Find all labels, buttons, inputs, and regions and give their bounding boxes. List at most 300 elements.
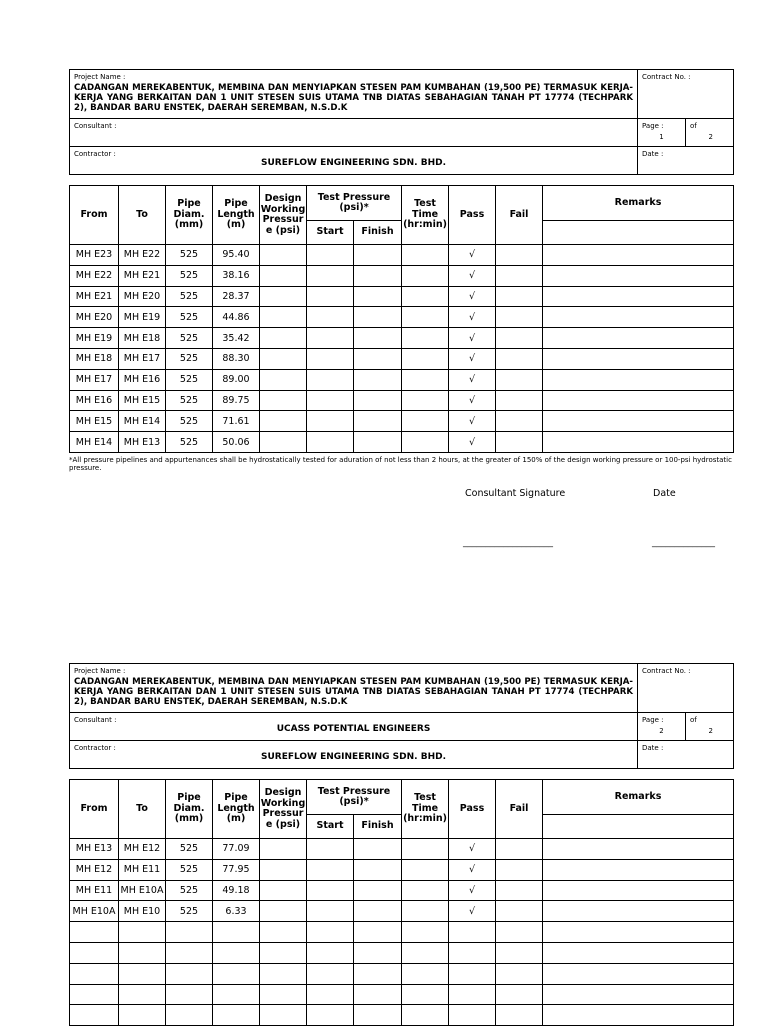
- page-label: Page :: [642, 122, 664, 130]
- project-name-cell: [70, 70, 638, 119]
- cell-fail: [496, 390, 543, 411]
- cell-pipe-length: 49.18: [213, 880, 260, 901]
- contract-no-label: Contract No. :: [642, 73, 691, 81]
- cell-pipe-length: 77.95: [213, 859, 260, 880]
- cell-from: [70, 1005, 119, 1026]
- cell-fail: [496, 922, 543, 943]
- cell-test-time: [402, 432, 449, 453]
- cell-pipe-diam: 525: [166, 411, 213, 432]
- table-row: [70, 390, 734, 411]
- col-pass: Pass: [449, 186, 496, 245]
- table-row: [70, 984, 734, 1005]
- col-remarks-sub: [543, 815, 734, 839]
- cell-finish: [354, 307, 402, 328]
- cell-pipe-diam: [166, 922, 213, 943]
- cell-fail: [496, 307, 543, 328]
- cell-to: MH E19: [119, 307, 166, 328]
- cell-start: [307, 369, 354, 390]
- of-label: of: [690, 122, 697, 130]
- cell-pass: √: [449, 286, 496, 307]
- cell-pipe-length: 44.86: [213, 307, 260, 328]
- col-pipe-length: Pipe Length (m): [213, 780, 260, 839]
- cell-start: [307, 839, 354, 860]
- cell-pipe-diam: 525: [166, 265, 213, 286]
- date-label: Date :: [642, 744, 664, 752]
- cell-pipe-diam: 525: [166, 901, 213, 922]
- cell-finish: [354, 839, 402, 860]
- cell-test-time: [402, 369, 449, 390]
- cell-design-pressure: [260, 880, 307, 901]
- cell-pipe-length: [213, 942, 260, 963]
- col-start: Start: [307, 221, 354, 245]
- cell-test-time: [402, 348, 449, 369]
- cell-remarks: [543, 984, 734, 1005]
- cell-pipe-length: 88.30: [213, 348, 260, 369]
- col-to: To: [119, 780, 166, 839]
- cell-from: MH E22: [70, 265, 119, 286]
- project-title: CADANGAN MEREKABENTUK, MEMBINA DAN MENYIAPKAN STESEN PAM KUMBAHAN (19,500 PE) TERMASUK KERJA-KERJA YANG BERKAITAN DAN 1 UNIT STESEN SUIS UTAMA TNB DIATAS SEBAHAGIAN TANAH PT 17774 (TECHPARK 2), BANDAR BARU ENSTEK, DAERAH SEREMBAN, N.S.D.K: [74, 83, 633, 113]
- cell-pipe-length: 95.40: [213, 245, 260, 266]
- cell-to: [119, 963, 166, 984]
- table-row: [70, 901, 734, 922]
- cell-remarks: [543, 245, 734, 266]
- cell-to: MH E10: [119, 901, 166, 922]
- cell-pass: [449, 984, 496, 1005]
- cell-pipe-diam: 525: [166, 369, 213, 390]
- cell-fail: [496, 859, 543, 880]
- cell-pipe-length: 6.33: [213, 901, 260, 922]
- cell-finish: [354, 369, 402, 390]
- cell-start: [307, 348, 354, 369]
- table-row: [70, 265, 734, 286]
- cell-pipe-length: [213, 922, 260, 943]
- cell-finish: [354, 942, 402, 963]
- pressure-footnote: *All pressure pipelines and appurtenances shall be hydrostatically tested for aduration of not less than 2 hours, at the greater of 150% of the design working pressure or 100-psi hydrostatic pressure.: [69, 456, 732, 472]
- cell-remarks: [543, 859, 734, 880]
- cell-finish: [354, 963, 402, 984]
- cell-pipe-length: 77.09: [213, 839, 260, 860]
- cell-test-time: [402, 328, 449, 349]
- table-row: [70, 432, 734, 453]
- table-row: [70, 307, 734, 328]
- cell-start: [307, 307, 354, 328]
- page-cell: [638, 713, 686, 741]
- cell-pipe-diam: [166, 1005, 213, 1026]
- cell-start: [307, 984, 354, 1005]
- table-row: [70, 328, 734, 349]
- col-test-time: Test Time (hr:min): [402, 780, 449, 839]
- cell-pipe-diam: 525: [166, 390, 213, 411]
- cell-to: MH E11: [119, 859, 166, 880]
- cell-design-pressure: [260, 390, 307, 411]
- table-row: [70, 348, 734, 369]
- cell-start: [307, 963, 354, 984]
- cell-pass: √: [449, 307, 496, 328]
- cell-from: [70, 963, 119, 984]
- cell-fail: [496, 411, 543, 432]
- cell-from: MH E23: [70, 245, 119, 266]
- cell-pass: √: [449, 901, 496, 922]
- contractor-cell: [70, 147, 638, 175]
- cell-to: MH E21: [119, 265, 166, 286]
- cell-pipe-diam: 525: [166, 245, 213, 266]
- cell-pass: [449, 1005, 496, 1026]
- cell-pipe-length: [213, 984, 260, 1005]
- cell-design-pressure: [260, 922, 307, 943]
- table-row: [70, 880, 734, 901]
- cell-pass: √: [449, 328, 496, 349]
- cell-design-pressure: [260, 328, 307, 349]
- cell-test-time: [402, 859, 449, 880]
- page-label: Page :: [642, 716, 664, 724]
- cell-fail: [496, 1005, 543, 1026]
- page-of-cell: [686, 713, 734, 741]
- cell-pass: √: [449, 348, 496, 369]
- cell-pipe-diam: [166, 984, 213, 1005]
- page-number: 1: [659, 133, 664, 141]
- cell-finish: [354, 328, 402, 349]
- col-test-pressure: Test Pressure (psi)*: [307, 186, 402, 221]
- cell-to: MH E20: [119, 286, 166, 307]
- sheet1-rows: [70, 245, 734, 453]
- cell-start: [307, 432, 354, 453]
- cell-test-time: [402, 245, 449, 266]
- contractor-value: SUREFLOW ENGINEERING SDN. BHD.: [260, 752, 447, 762]
- col-from: From: [70, 780, 119, 839]
- consultant-label: Consultant :: [74, 716, 117, 724]
- date-cell: [638, 147, 734, 175]
- cell-start: [307, 265, 354, 286]
- cell-design-pressure: [260, 348, 307, 369]
- project-title: CADANGAN MEREKABENTUK, MEMBINA DAN MENYIAPKAN STESEN PAM KUMBAHAN (19,500 PE) TERMASUK KERJA-KERJA YANG BERKAITAN DAN 1 UNIT STESEN SUIS UTAMA TNB DIATAS SEBAHAGIAN TANAH PT 17774 (TECHPARK 2), BANDAR BARU ENSTEK, DAERAH SEREMBAN, N.S.D.K: [74, 677, 633, 707]
- cell-remarks: [543, 432, 734, 453]
- cell-test-time: [402, 1005, 449, 1026]
- cell-design-pressure: [260, 859, 307, 880]
- sheet2-test-table: [69, 779, 734, 1026]
- cell-fail: [496, 245, 543, 266]
- cell-to: MH E14: [119, 411, 166, 432]
- sheet2-rows: [70, 839, 734, 1026]
- cell-test-time: [402, 880, 449, 901]
- col-start: Start: [307, 815, 354, 839]
- cell-test-time: [402, 839, 449, 860]
- cell-design-pressure: [260, 901, 307, 922]
- cell-pipe-diam: 525: [166, 880, 213, 901]
- cell-design-pressure: [260, 286, 307, 307]
- cell-from: MH E14: [70, 432, 119, 453]
- cell-remarks: [543, 369, 734, 390]
- table-row: [70, 411, 734, 432]
- contractor-value: SUREFLOW ENGINEERING SDN. BHD.: [260, 158, 447, 168]
- cell-remarks: [543, 348, 734, 369]
- table-row: [70, 1005, 734, 1026]
- cell-pass: √: [449, 880, 496, 901]
- table-row: [70, 369, 734, 390]
- cell-remarks: [543, 411, 734, 432]
- cell-remarks: [543, 963, 734, 984]
- cell-finish: [354, 390, 402, 411]
- page-cell: [638, 119, 686, 147]
- date-cell: [638, 741, 734, 769]
- cell-start: [307, 880, 354, 901]
- cell-to: MH E22: [119, 245, 166, 266]
- cell-remarks: [543, 880, 734, 901]
- cell-finish: [354, 245, 402, 266]
- col-finish: Finish: [354, 221, 402, 245]
- cell-pipe-diam: 525: [166, 859, 213, 880]
- col-pipe-length: Pipe Length (m): [213, 186, 260, 245]
- cell-to: MH E17: [119, 348, 166, 369]
- cell-pass: [449, 942, 496, 963]
- cell-fail: [496, 348, 543, 369]
- cell-pass: √: [449, 859, 496, 880]
- cell-remarks: [543, 901, 734, 922]
- cell-fail: [496, 942, 543, 963]
- contract-no-cell: [638, 70, 734, 119]
- cell-start: [307, 245, 354, 266]
- cell-design-pressure: [260, 265, 307, 286]
- consultant-signature-line: ____________________: [463, 538, 553, 548]
- cell-from: MH E17: [70, 369, 119, 390]
- cell-from: MH E20: [70, 307, 119, 328]
- cell-finish: [354, 901, 402, 922]
- col-pipe-diam: Pipe Diam. (mm): [166, 186, 213, 245]
- project-name-label: Project Name :: [74, 667, 126, 675]
- table-row: [70, 922, 734, 943]
- consultant-label: Consultant :: [74, 122, 117, 130]
- col-design-pressure: Design Working Pressur e (psi): [260, 186, 307, 245]
- cell-pipe-diam: 525: [166, 286, 213, 307]
- cell-pass: √: [449, 839, 496, 860]
- signature-date-label: Date: [653, 488, 676, 499]
- cell-test-time: [402, 307, 449, 328]
- cell-from: MH E21: [70, 286, 119, 307]
- col-test-pressure: Test Pressure (psi)*: [307, 780, 402, 815]
- cell-pass: √: [449, 411, 496, 432]
- cell-fail: [496, 880, 543, 901]
- cell-from: MH E13: [70, 839, 119, 860]
- cell-start: [307, 411, 354, 432]
- cell-finish: [354, 265, 402, 286]
- sheet1-test-table: [69, 185, 734, 453]
- cell-to: MH E12: [119, 839, 166, 860]
- page-total: 2: [708, 727, 714, 735]
- cell-finish: [354, 286, 402, 307]
- cell-test-time: [402, 286, 449, 307]
- cell-design-pressure: [260, 942, 307, 963]
- sheet1-header-table: [69, 69, 734, 175]
- cell-test-time: [402, 265, 449, 286]
- cell-pass: √: [449, 432, 496, 453]
- consultant-signature-label: Consultant Signature: [465, 488, 566, 499]
- cell-fail: [496, 963, 543, 984]
- cell-pipe-diam: 525: [166, 839, 213, 860]
- cell-design-pressure: [260, 839, 307, 860]
- cell-finish: [354, 880, 402, 901]
- cell-to: MH E10A: [119, 880, 166, 901]
- col-test-time: Test Time (hr:min): [402, 186, 449, 245]
- cell-fail: [496, 839, 543, 860]
- signature-date-line: ______________: [652, 538, 715, 548]
- cell-pipe-length: 50.06: [213, 432, 260, 453]
- cell-fail: [496, 432, 543, 453]
- cell-pass: √: [449, 265, 496, 286]
- page-of-cell: [686, 119, 734, 147]
- cell-remarks: [543, 286, 734, 307]
- contract-no-cell: [638, 664, 734, 713]
- cell-pass: √: [449, 369, 496, 390]
- cell-design-pressure: [260, 307, 307, 328]
- table-row: [70, 839, 734, 860]
- cell-pipe-length: 28.37: [213, 286, 260, 307]
- col-design-pressure: Design Working Pressur e (psi): [260, 780, 307, 839]
- cell-to: MH E15: [119, 390, 166, 411]
- cell-fail: [496, 369, 543, 390]
- cell-remarks: [543, 390, 734, 411]
- cell-pipe-diam: 525: [166, 328, 213, 349]
- cell-pass: √: [449, 390, 496, 411]
- cell-remarks: [543, 1005, 734, 1026]
- cell-pipe-length: [213, 963, 260, 984]
- cell-from: [70, 942, 119, 963]
- consultant-cell: [70, 119, 638, 147]
- cell-to: MH E16: [119, 369, 166, 390]
- cell-fail: [496, 984, 543, 1005]
- col-pass: Pass: [449, 780, 496, 839]
- cell-pipe-diam: 525: [166, 348, 213, 369]
- cell-test-time: [402, 984, 449, 1005]
- cell-from: MH E11: [70, 880, 119, 901]
- cell-pipe-length: [213, 1005, 260, 1026]
- consultant-value: UCASS POTENTIAL ENGINEERS: [276, 724, 431, 734]
- cell-finish: [354, 922, 402, 943]
- cell-fail: [496, 286, 543, 307]
- cell-from: MH E10A: [70, 901, 119, 922]
- date-label: Date :: [642, 150, 664, 158]
- cell-start: [307, 859, 354, 880]
- cell-from: [70, 984, 119, 1005]
- cell-pass: [449, 922, 496, 943]
- cell-fail: [496, 328, 543, 349]
- consultant-cell: [70, 713, 638, 741]
- cell-remarks: [543, 839, 734, 860]
- col-pipe-diam: Pipe Diam. (mm): [166, 780, 213, 839]
- cell-pipe-diam: [166, 942, 213, 963]
- contract-no-label: Contract No. :: [642, 667, 691, 675]
- cell-design-pressure: [260, 1005, 307, 1026]
- cell-pipe-length: 71.61: [213, 411, 260, 432]
- cell-pass: [449, 963, 496, 984]
- cell-start: [307, 1005, 354, 1026]
- cell-remarks: [543, 942, 734, 963]
- cell-remarks: [543, 265, 734, 286]
- col-fail: Fail: [496, 780, 543, 839]
- cell-design-pressure: [260, 369, 307, 390]
- cell-start: [307, 901, 354, 922]
- cell-design-pressure: [260, 984, 307, 1005]
- cell-start: [307, 286, 354, 307]
- cell-to: [119, 1005, 166, 1026]
- cell-to: [119, 984, 166, 1005]
- col-to: To: [119, 186, 166, 245]
- cell-finish: [354, 432, 402, 453]
- contractor-label: Contractor :: [74, 744, 116, 752]
- page-number: 2: [659, 727, 664, 735]
- sheet2-header-table: [69, 663, 734, 769]
- cell-from: MH E12: [70, 859, 119, 880]
- cell-test-time: [402, 901, 449, 922]
- cell-pipe-length: 35.42: [213, 328, 260, 349]
- cell-test-time: [402, 922, 449, 943]
- cell-remarks: [543, 922, 734, 943]
- cell-finish: [354, 1005, 402, 1026]
- contractor-cell: [70, 741, 638, 769]
- cell-design-pressure: [260, 432, 307, 453]
- contractor-label: Contractor :: [74, 150, 116, 158]
- col-finish: Finish: [354, 815, 402, 839]
- cell-pipe-length: 89.75: [213, 390, 260, 411]
- cell-pipe-diam: 525: [166, 307, 213, 328]
- cell-to: MH E13: [119, 432, 166, 453]
- col-fail: Fail: [496, 186, 543, 245]
- cell-pipe-length: 38.16: [213, 265, 260, 286]
- cell-test-time: [402, 390, 449, 411]
- col-remarks-sub: [543, 221, 734, 245]
- col-remarks: Remarks: [543, 186, 734, 221]
- cell-test-time: [402, 963, 449, 984]
- cell-start: [307, 942, 354, 963]
- cell-from: [70, 922, 119, 943]
- cell-remarks: [543, 307, 734, 328]
- cell-start: [307, 390, 354, 411]
- project-name-cell: [70, 664, 638, 713]
- cell-from: MH E18: [70, 348, 119, 369]
- cell-to: [119, 942, 166, 963]
- table-row: [70, 963, 734, 984]
- cell-from: MH E19: [70, 328, 119, 349]
- cell-finish: [354, 984, 402, 1005]
- table-row: [70, 245, 734, 266]
- table-row: [70, 859, 734, 880]
- col-from: From: [70, 186, 119, 245]
- col-remarks: Remarks: [543, 780, 734, 815]
- cell-test-time: [402, 411, 449, 432]
- of-label: of: [690, 716, 697, 724]
- cell-remarks: [543, 328, 734, 349]
- cell-finish: [354, 859, 402, 880]
- cell-design-pressure: [260, 245, 307, 266]
- cell-test-time: [402, 942, 449, 963]
- cell-fail: [496, 265, 543, 286]
- project-name-label: Project Name :: [74, 73, 126, 81]
- cell-finish: [354, 411, 402, 432]
- cell-pass: √: [449, 245, 496, 266]
- cell-design-pressure: [260, 963, 307, 984]
- cell-finish: [354, 348, 402, 369]
- cell-pipe-diam: 525: [166, 432, 213, 453]
- cell-start: [307, 328, 354, 349]
- cell-from: MH E16: [70, 390, 119, 411]
- cell-design-pressure: [260, 411, 307, 432]
- cell-to: [119, 922, 166, 943]
- cell-start: [307, 922, 354, 943]
- table-row: [70, 942, 734, 963]
- cell-fail: [496, 901, 543, 922]
- page-total: 2: [708, 133, 714, 141]
- cell-pipe-length: 89.00: [213, 369, 260, 390]
- cell-to: MH E18: [119, 328, 166, 349]
- table-row: [70, 286, 734, 307]
